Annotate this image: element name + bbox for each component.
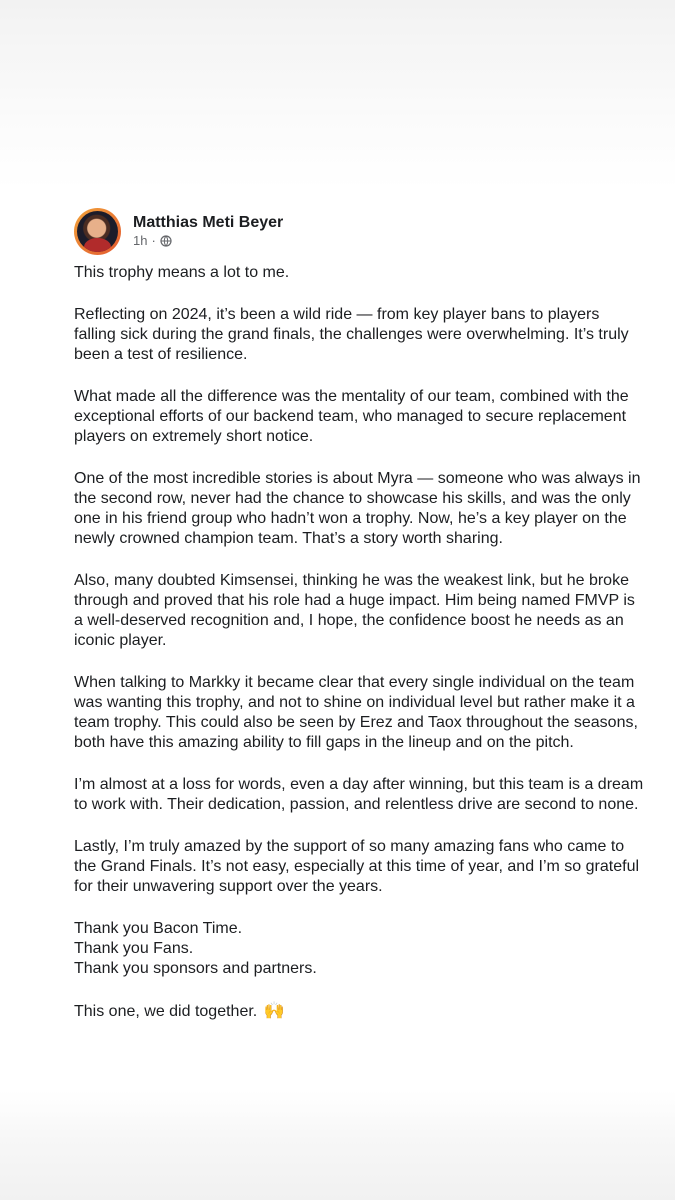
globe-icon[interactable] [160,235,172,247]
post-paragraph: Thank you Bacon Time. Thank you Fans. Thank you sponsors and partners. [74,920,317,977]
closing-text: This one, we did together. [74,1003,258,1020]
post-meta [133,233,283,249]
post-body [74,263,644,1022]
avatar[interactable] [74,208,121,255]
post-header-text [133,213,283,249]
meta-separator: · [151,233,156,248]
post-paragraph: What made all the difference was the mentality of our team, combined with the exceptional efforts of our backend team, who managed to secure replacement players on extremely short notice. [74,388,629,445]
raised-hands-emoji: 🙌 [263,1001,285,1020]
author-name[interactable]: Matthias Meti Beyer [133,214,284,231]
avatar-photo [77,211,118,252]
post-header [74,207,649,255]
post-paragraph: This trophy means a lot to me. [74,264,290,281]
post-paragraph: I’m almost at a loss for words, even a day after winning, but this team is a dream to work with. Their dedication, passion, and relentless drive are second to none. [74,776,644,813]
post-paragraph: Lastly, I’m truly amazed by the support of so many amazing fans who came to the Grand Finals. It’s not easy, especially at this time of year, and I’m so grateful for their unwavering support over the years. [74,838,640,895]
post-paragraph: Also, many doubted Kimsensei, thinking he was the weakest link, but he broke through and proved that his role had a huge impact. Him being named FMVP is a well-deserved recognition and, I hope, the confidence boost he needs as an iconic player. [74,572,635,649]
post-closing-line [74,1001,644,1022]
post-paragraph: When talking to Markky it became clear that every single individual on the team was wanting this trophy, and not to shine on individual level but rather make it a team trophy. This could also be seen by Erez and Taox throughout the seasons, both have this amazing ability to fill gaps in the lineup and on the pitch. [74,674,638,751]
post-paragraph: Reflecting on 2024, it’s been a wild ride — from key player bans to players falling sick during the grand finals, the challenges were overwhelming. It’s truly been a test of resilience. [74,306,629,363]
post-card [74,207,649,1044]
post-time[interactable]: 1h [133,233,148,248]
post-paragraph: One of the most incredible stories is about Myra — someone who was always in the second row, never had the chance to showcase his skills, and was the only one in his friend group who hadn’t won a trophy. Now, he’s a key player on the newly crowned champion team. That’s a story worth sharing. [74,470,641,547]
